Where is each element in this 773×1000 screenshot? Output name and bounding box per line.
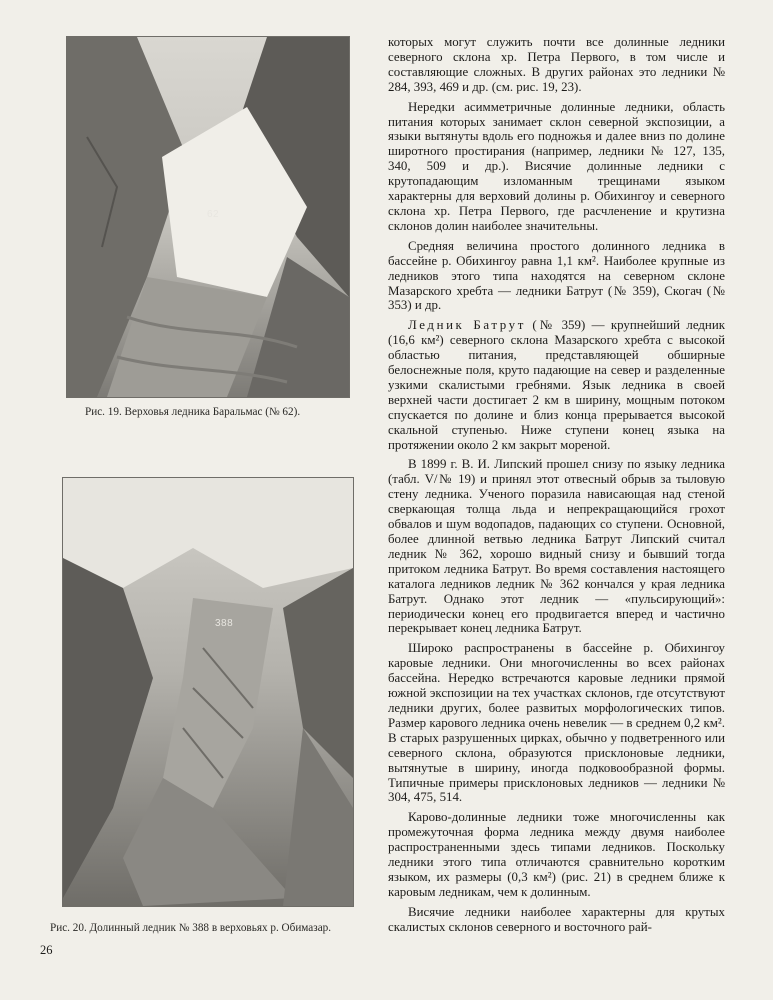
glacier-photo-388: [63, 478, 353, 906]
paragraph: Висячие ледники наиболее характерны для крутых скалистых склонов северного и восточного рай-: [388, 904, 725, 934]
paragraph-rest: (№ 359) — крупнейший ледник (16,6 км²) северного склона Мазарского хребта с высокой областью питания, представляющей обширные белоснежные поля, круто падающие на север и разделенные узкими скалистыми гребнями. Язык ледника в своей верхней части достигает 2 км в ширину, мощным потоком спускается по долине и близ конца прерывается высокой скальной ступенью. Ниже ступени конец языка на протяжении около 2 км закрыт мореной.: [388, 318, 725, 452]
paragraph: которых могут служить почти все долинные ледники северного склона хр. Петра Первого, в том числе и составляющие сложных. В других районах это ледники № 284, 393, 469 и др. (см. рис. 19, 23).: [388, 35, 725, 94]
paragraph: В 1899 г. В. И. Липский прошел снизу по языку ледника (табл. V/№ 19) и принял этот отвесный обрыв за тыловую стену ледника. Ученого поразила нависающая над стеной сверкающая толща льда и непрекращающийся грохот обвалов и шум водопадов, падающих со ступени. Основной, более длинной ветвью ледника Батрут Липский считал ледник № 362, хорошо видный снизу и бывший тогда притоком ледника Батрут. Во время составления настоящего каталога ледников ледник № 362 кончался у края ледника Батрут. Однако этот ледник — «пульсирующий»: периодически конец его продвигается вперед и частично перекрывает конец ледника Батрут.: [388, 457, 725, 636]
figure-19-caption: Рис. 19. Верховья ледника Баральмас (№ 62).: [85, 406, 301, 418]
figure-20-photo: [62, 477, 354, 907]
figure-19-label: 62: [207, 209, 220, 220]
page-number: 26: [40, 943, 53, 957]
paragraph: Широко распространены в бассейне р. Обихингоу каровые ледники. Они многочисленны во всех районах бассейна. Нередко встречаются каровые ледники прямой южной экспозиции на тех участках склонов, где отсутствуют ледники других, более развитых морфологических типов. Размер карового ледника очень невелик — в среднем 0,2 км². В старых разрушенных цирках, обычно у подветренного или северного склона, образуются присклоновые ледники, вытянутые в ширину, иногда подковообразной формы. Типичные примеры присклоновых ледников — ледники № 304, 475, 514.: [388, 641, 725, 805]
glacier-name-batrut: Ледник Батрут: [408, 318, 526, 333]
text-column: [388, 35, 725, 935]
paragraph: [388, 318, 725, 452]
figure-20-caption: Рис. 20. Долинный ледник № 388 в верховьях р. Обимазар.: [50, 922, 332, 934]
paragraph: Карово-долинные ледники тоже многочисленны как промежуточная форма ледника между двумя наиболее распространенными здесь типами ледников. Поскольку ледники этого типа отличаются сравнительно коротким языком, их размеры (0,3 км²) (рис. 21) в среднем ближе к каровым ледникам, чем к долинным.: [388, 810, 725, 899]
paragraph: Средняя величина простого долинного ледника в бассейне р. Обихингоу равна 1,1 км². Наиболее крупные из ледников этого типа находятся на северном склоне Мазарского хребта — ледники Батрут (№ 359), Скогач (№ 353) и др.: [388, 238, 725, 313]
paragraph: Нередки асимметричные долинные ледники, область питания которых занимает склон северной экспозиции, а языки вытянуты вдоль его подножья и далее вниз по долине широтного простирания (например, ледники № 127, 135, 340, 509 и др.). Висячие долинные ледники с крутопадающим изломанным трещинами языком характерны для верховий долины р. Обихингоу и северного склона хр. Петра Первого, где расчленение и крутизна склонов долин наиболее значительны.: [388, 99, 725, 233]
figure-19-photo: [66, 36, 350, 398]
figure-20-label: 388: [215, 618, 234, 629]
